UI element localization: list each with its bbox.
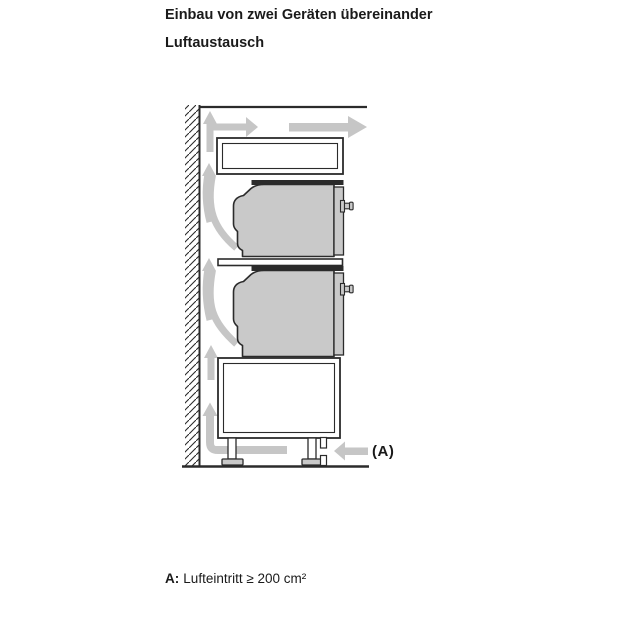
- airflow-inlet-left-arrow-icon: [334, 442, 368, 461]
- airflow-out-top-outer-arrow-icon: [289, 116, 367, 138]
- upper-appliance-body: [234, 185, 335, 257]
- upper-appliance-handle: [341, 201, 354, 213]
- right-foot: [302, 459, 321, 465]
- airflow-curved-behind-lower-appliance-arrow-icon: [202, 258, 237, 344]
- lower-appliance: [234, 271, 354, 357]
- air-inlet-label: (A): [372, 443, 395, 460]
- plinth-panel-upper-section: [321, 438, 327, 449]
- airflow-curved-behind-upper-appliance-arrow-icon: [202, 163, 237, 248]
- page-title: Einbau von zwei Geräten übereinander: [165, 7, 433, 23]
- right-leg: [308, 438, 316, 459]
- airflow-up-wall-arrow-icon: [203, 111, 217, 152]
- section-subtitle: Luftaustausch: [165, 35, 265, 51]
- plinth-panel-lower-section: [321, 456, 327, 466]
- base-compartment-outer: [218, 358, 340, 438]
- lower-appliance-body: [234, 271, 335, 357]
- legend-definition: Lufteintritt ≥ 200 cm²: [183, 571, 307, 586]
- upper-appliance-door: [334, 187, 344, 255]
- legend-term: A:: [165, 571, 180, 586]
- left-leg: [228, 438, 236, 459]
- lower-appliance-handle: [341, 284, 354, 296]
- legend-air-inlet: [165, 571, 306, 586]
- airflow-up-mid-arrow-icon: [204, 345, 218, 380]
- airflow-out-top-inner-arrow-icon: [212, 117, 258, 137]
- upper-appliance: [234, 185, 354, 257]
- shelf-between-appliances: [218, 259, 343, 266]
- left-foot: [222, 459, 243, 465]
- wall-hatching: [185, 105, 199, 467]
